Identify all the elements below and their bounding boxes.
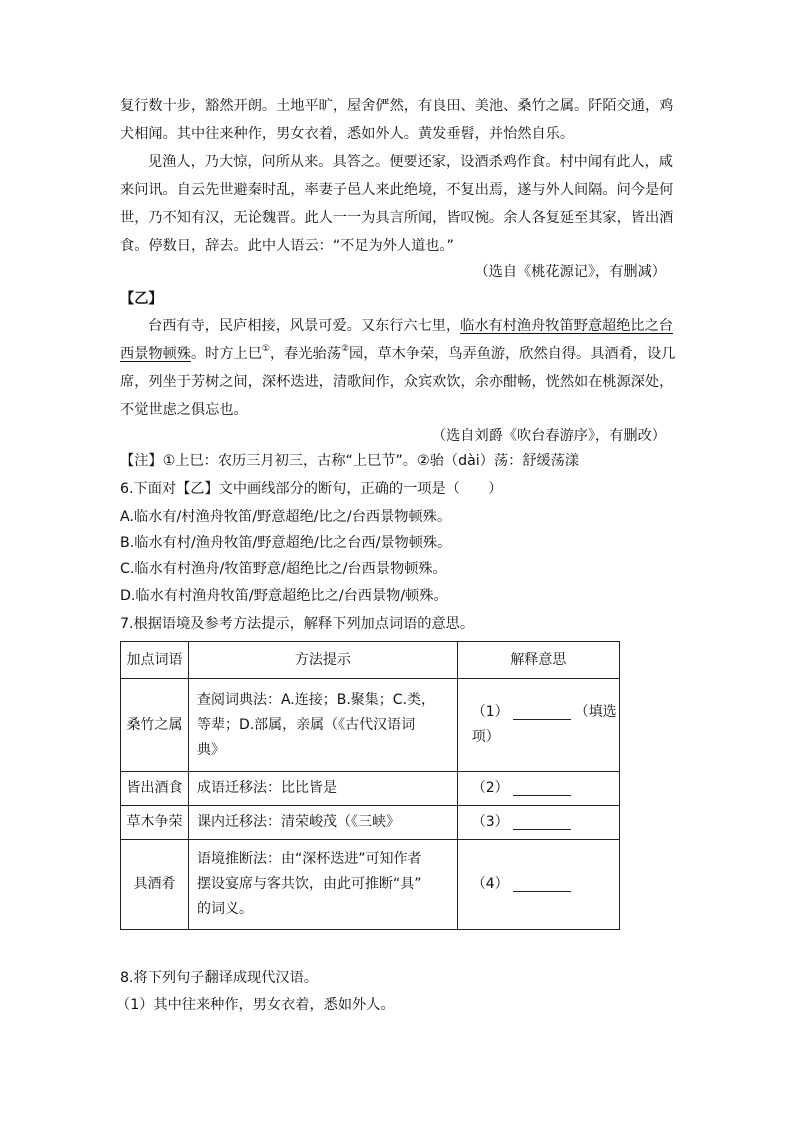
table-row [121, 679, 620, 772]
answer-number: （3） [471, 814, 509, 830]
passage-jia-source: （选自《桃花源记》，有删减） [474, 264, 666, 280]
answer-cell [457, 772, 619, 806]
hint-cell [188, 840, 457, 930]
answer-cell [457, 679, 619, 772]
passage-jia-line-2: 犬相闻。其中往来种作，男女衣着，悉如外人。黄发垂髫，并怡然自乐。 [120, 126, 575, 142]
passage-jia-line-1: 复行数十步，豁然开朗。土地平旷，屋舍俨然，有良田、美池、桑竹之属。阡陌交通，鸡 [120, 98, 674, 114]
table-row [121, 840, 620, 930]
answer-cell [457, 840, 619, 930]
footnote-marker-1: ① [261, 344, 270, 355]
question-6-option-c: C.临水有村渔舟/牧笛野意/超绝比之/台西景物顿殊。 [120, 561, 447, 577]
answer-cell [457, 806, 619, 840]
answer-number: （4） [471, 876, 509, 892]
header-meaning: 解释意思 [457, 642, 619, 679]
question-7-stem: 7.根据语境及参考方法提示，解释下列加点词语的意思。 [120, 616, 475, 632]
passage-yi-line-2-text-b: ，春光骀荡 [269, 346, 341, 362]
term-cell: 皆出酒食 [121, 772, 189, 806]
passage-yi-line-1 [148, 316, 673, 336]
passage-yi-line-2-text-a: 。时方上巳 [190, 346, 262, 362]
answer-blank[interactable] [513, 781, 571, 796]
term-cell: 桑竹之属 [121, 679, 189, 772]
hint-line: 的词义。 [196, 901, 253, 917]
hint-line: 典》 [196, 741, 225, 758]
table-row [121, 772, 620, 806]
passage-yi-source: （选自刘爵《吹台春游序》，有删改） [431, 428, 666, 444]
answer-blank[interactable] [513, 815, 571, 830]
question-6-option-b: B.临水有村/渔舟牧笛/野意超绝/比之台西/景物顿殊。 [120, 535, 452, 551]
answer-line [471, 700, 617, 725]
table-row [121, 806, 620, 840]
passage-jia-line-5: 世，乃不知有汉，无论魏晋。此人一一为具言所闻，皆叹惋。余人各复延至其家，皆出酒 [120, 210, 674, 226]
answer-blank[interactable] [513, 877, 571, 892]
passage-yi-line-4: 不觉世虑之俱忘也。 [120, 402, 248, 418]
passage-yi-line-2-text-c: 园，草木争荣，鸟弄鱼游，欣然自得。具酒肴，设几 [349, 346, 676, 362]
header-method: 方法提示 [188, 642, 457, 679]
underlined-sentence-part-1: 临水有村渔舟牧笛野意超绝比之台 [460, 318, 673, 334]
term-cell: 具酒肴 [121, 840, 189, 930]
answer-blank[interactable] [513, 705, 571, 720]
hint-cell: 成语迁移法：比比皆是 [188, 772, 457, 806]
hint-line: 语境推断法：由“深杯迭进”可知作者 [196, 851, 422, 867]
question-6-option-d: D.临水有村渔舟牧笛/野意超绝比之/台西景物/顿殊。 [120, 588, 448, 604]
hint-cell [188, 679, 457, 772]
footnote-marker-2: ② [340, 344, 350, 355]
hint-cell: 课内迁移法：清荣峻茂（《三峡》 [188, 806, 457, 840]
passage-yi-line-1-text: 台西有寺，民庐相接，风景可爱。又东行六七里， [148, 318, 461, 334]
passage-jia-line-6: 食。停数日，辞去。此中人语云：“不足为外人道也。” [120, 238, 454, 254]
passage-jia-line-3: 见渔人，乃大惊，问所从来。具答之。便要还家，设酒杀鸡作食。村中闻有此人，咸 [148, 154, 673, 170]
hint-line: 查阅词典法：A.连接；B.聚集；C.类， [196, 691, 436, 708]
answer-hint: （填选 [574, 704, 617, 720]
question-6-stem: 6.下面对【乙】文中画线部分的断句，正确的一项是（ ） [120, 481, 503, 497]
answer-number: （2） [471, 780, 509, 796]
annotation-notes: 【注】①上巳：农历三月初三，古称“上巳节”。②骀（dài）荡：舒缓荡漾 [120, 453, 580, 469]
question-6-option-a: A.临水有/村渔舟牧笛/野意超绝/比之/台西景物顿殊。 [120, 509, 452, 525]
term-cell: 草木争荣 [121, 806, 189, 840]
answer-number: （1） [471, 704, 509, 720]
passage-yi-heading: 【乙】 [120, 291, 163, 307]
passage-yi-line-2 [120, 344, 675, 364]
underlined-sentence-part-2: 西景物顿殊 [120, 346, 191, 362]
passage-yi-line-3: 席，列坐于芳树之间，深杯迭进，清歌间作，众宾欢饮，余亦酣畅，恍然如在桃源深处， [120, 374, 674, 390]
question-8-stem: 8.将下列句子翻译成现代汉语。 [120, 970, 318, 986]
header-term: 加点词语 [121, 642, 189, 679]
answer-hint-continued: 项） [471, 729, 500, 745]
hint-line: 等辈；D.部属，亲属（《古代汉语词 [196, 716, 416, 733]
table-header-row [121, 642, 620, 679]
hint-line: 摆设宴席与客共饮，由此可推断“具” [196, 876, 422, 892]
question-8-item-1: （1）其中往来种作，男女衣着，悉如外人。 [116, 997, 395, 1013]
question-7-table [120, 641, 620, 930]
passage-jia-line-4: 来问讯。自云先世避秦时乱，率妻子邑人来此绝境，不复出焉，遂与外人间隔。问今是何 [120, 182, 674, 198]
